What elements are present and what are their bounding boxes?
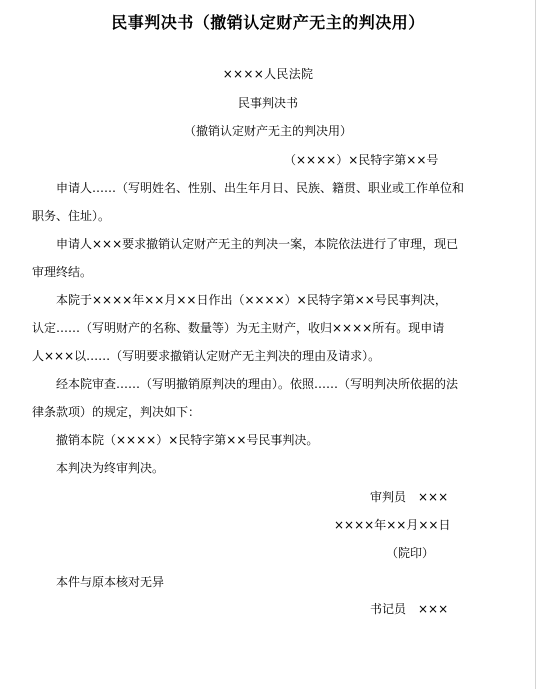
facts-line-2: 认定……（写明财产的名称、数量等）为无主财产，收归××××所有。现申请	[32, 321, 445, 335]
clerk-signature: 书记员 ×××	[370, 602, 449, 616]
case-number: （××××）×民特字第××号	[284, 153, 439, 167]
judgment-date: ××××年××月××日	[334, 518, 451, 532]
review-line-1: 经本院审查……（写明撤销原判决的理由）。依照……（写明判决所依据的法	[56, 377, 459, 391]
review-line-2: 律条款项）的规定，判决如下：	[32, 405, 201, 419]
applicant-info-line-2: 职务、住址）。	[32, 209, 111, 223]
facts-line-3: 人×××以……（写明要求撤销认定财产无主判决的理由及请求）。	[32, 349, 381, 363]
applicant-info-line-1: 申请人……（写明姓名、性别、出生年月日、民族、籍贯、职业或工作单位和	[56, 181, 465, 195]
document-type: 民事判决书	[237, 96, 298, 110]
copy-verification-note: 本件与原本核对无异	[56, 575, 165, 589]
court-seal: （院印）	[386, 546, 435, 560]
case-intro-line-2: 审理终结。	[32, 265, 93, 279]
judge-signature: 审判员 ×××	[370, 490, 449, 504]
document-subtitle: （撤销认定财产无主的判决用）	[183, 124, 352, 138]
facts-line-1: 本院于××××年××月××日作出（××××）×民特字第××号民事判决，	[56, 293, 447, 307]
document-title: 民事判决书（撤销认定财产无主的判决用）	[111, 13, 425, 32]
judgment-item: 撤销本院（××××）×民特字第××号民事判决。	[56, 433, 319, 447]
final-note: 本判决为终审判决。	[56, 461, 165, 475]
case-intro-line-1: 申请人×××要求撤销认定财产无主的判决一案，本院依法进行了审理，现已	[56, 237, 459, 251]
court-name: ××××人民法院	[222, 67, 314, 81]
